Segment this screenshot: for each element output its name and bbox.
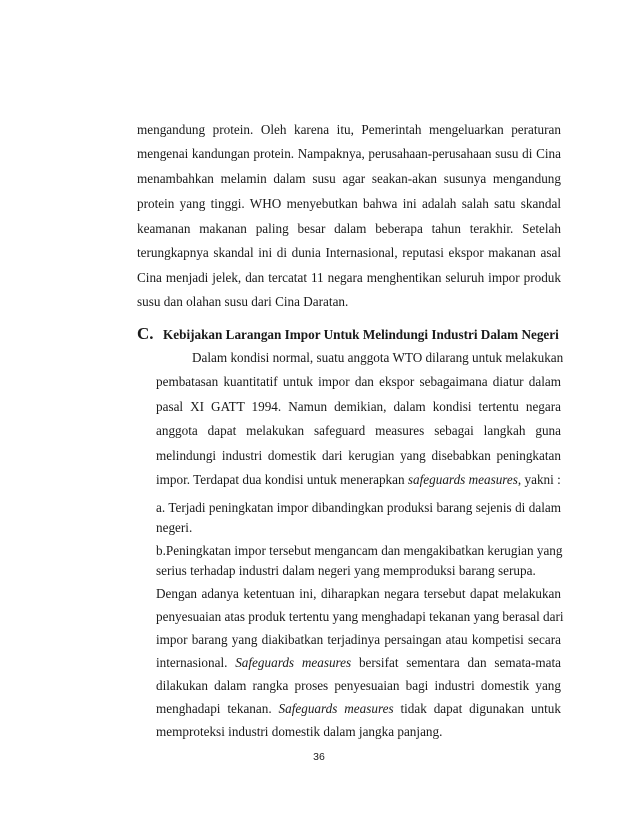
text-run: internasional.	[156, 655, 236, 670]
paragraph-line: mengandung protein. Oleh karena itu, Pemerintah mengeluarkan peraturan	[137, 122, 561, 137]
text-run: menghadapi tekanan.	[156, 701, 279, 716]
italic-term: Safeguards measures	[278, 701, 394, 716]
text-run: , yakni :	[517, 472, 561, 487]
paragraph-line: mengenai kandungan protein. Nampaknya, perusahaan-perusahaan susu di Cina	[137, 146, 561, 161]
paragraph-line: Cina menjadi jelek, dan tercatat 11 negara menghentikan seluruh impor produk	[137, 270, 561, 285]
paragraph-line: anggota dapat melakukan safeguard measures sebagai langkah guna	[156, 423, 561, 438]
paragraph-line: pasal XI GATT 1994. Namun demikian, dalam kondisi tertentu negara	[156, 399, 561, 414]
list-item-b-continued: serius terhadap industri dalam negeri yang memproduksi barang serupa.	[156, 563, 536, 578]
paragraph-line	[156, 701, 561, 717]
section-letter: C.	[137, 324, 154, 343]
paragraph-line: dilakukan dalam rangka proses penyesuaian bagi industri domestik yang	[156, 678, 561, 693]
paragraph-line: terungkapnya skandal ini di dunia Internasional, reputasi ekspor makanan asal	[137, 245, 561, 260]
paragraph-line	[156, 655, 561, 671]
text-run: tidak dapat digunakan untuk	[393, 701, 561, 716]
paragraph-line: protein yang tinggi. WHO menyebutkan bahwa ini adalah salah satu skandal	[137, 196, 561, 211]
paragraph-line	[156, 472, 561, 488]
list-item-a: a. Terjadi peningkatan impor dibandingkan produksi barang sejenis di dalam	[156, 500, 561, 515]
paragraph-line: keamanan makanan paling besar dalam beberapa tahun terakhir. Setelah	[137, 221, 561, 236]
text-run: bersifat sementara dan semata-mata	[351, 655, 561, 670]
text-run: impor. Terdapat dua kondisi untuk menerapkan	[156, 472, 408, 487]
paragraph-line: memproteksi industri domestik dalam jangka panjang.	[156, 724, 443, 739]
italic-term: safeguards measures	[407, 472, 518, 487]
paragraph-line: susu dan olahan susu dari Cina Daratan.	[137, 294, 349, 309]
italic-term: Safeguards measures	[235, 655, 352, 670]
page-number: 36	[313, 751, 325, 763]
paragraph-line: pembatasan kuantitatif untuk impor dan ekspor sebagaimana diatur dalam	[156, 374, 561, 389]
section-heading	[137, 324, 559, 344]
paragraph-line: Dengan adanya ketentuan ini, diharapkan negara tersebut dapat melakukan	[156, 586, 561, 601]
paragraph-line: impor barang yang diakibatkan terjadinya persaingan atau kompetisi secara	[156, 632, 561, 647]
paragraph-line: penyesuaian atas produk tertentu yang menghadapi tekanan yang berasal dari	[156, 609, 564, 624]
paragraph-line: Dalam kondisi normal, suatu anggota WTO dilarang untuk melakukan	[192, 350, 564, 365]
list-item-b: b.Peningkatan impor tersebut mengancam dan mengakibatkan kerugian yang	[156, 543, 563, 558]
paragraph-line: melindungi industri domestik dari kerugian yang disebabkan peningkatan	[156, 448, 561, 463]
section-title: Kebijakan Larangan Impor Untuk Melindungi Industri Dalam Negeri	[163, 327, 559, 342]
list-item-a-continued: negeri.	[156, 520, 193, 535]
paragraph-line: menambahkan melamin dalam susu agar seakan-akan susunya mengandung	[137, 171, 561, 186]
